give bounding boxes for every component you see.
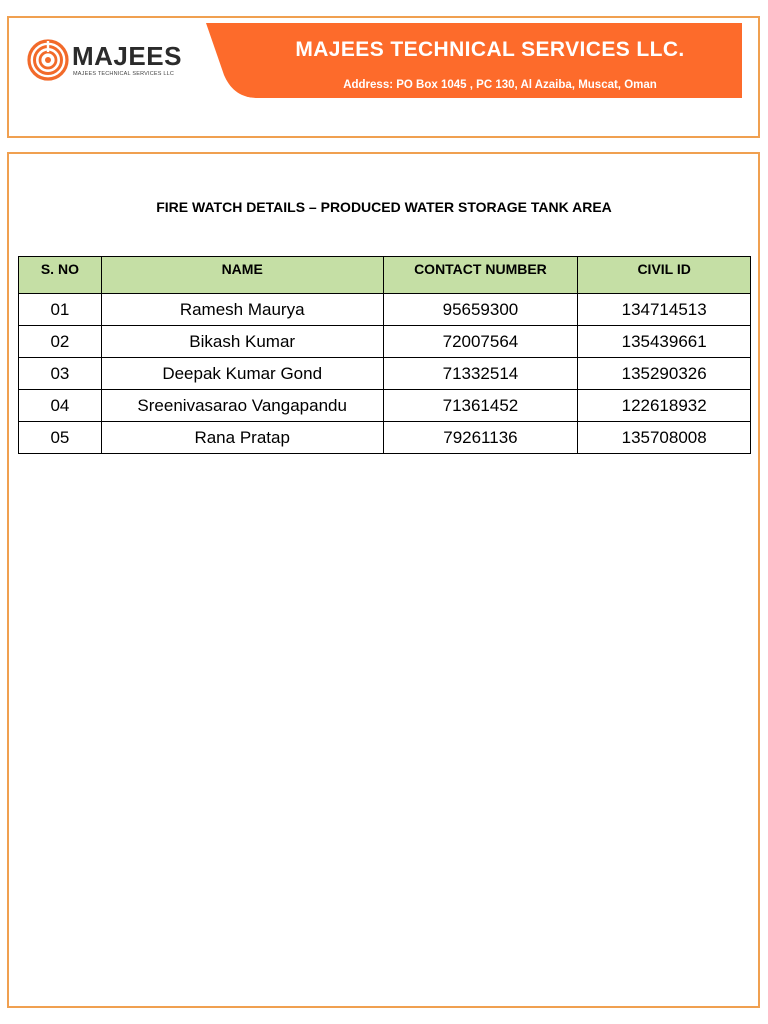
company-banner bbox=[200, 23, 742, 98]
cell-sno: 04 bbox=[19, 390, 102, 422]
column-header-contact: CONTACT NUMBER bbox=[383, 257, 578, 294]
cell-name: Sreenivasarao Vangapandu bbox=[101, 390, 383, 422]
table-header-row bbox=[19, 257, 751, 294]
cell-civil-id: 135290326 bbox=[578, 358, 751, 390]
cell-contact: 95659300 bbox=[383, 294, 578, 326]
column-header-civil-id: CIVIL ID bbox=[578, 257, 751, 294]
logo-subtitle: MAJEES TECHNICAL SERVICES LLC bbox=[73, 71, 175, 77]
column-header-name: NAME bbox=[101, 257, 383, 294]
cell-civil-id: 135708008 bbox=[578, 422, 751, 454]
logo-swirl-icon bbox=[26, 38, 70, 82]
company-address: Address: PO Box 1045 , PC 130, Al Azaiba, Muscat, Oman bbox=[343, 79, 657, 91]
cell-sno: 05 bbox=[19, 422, 102, 454]
cell-name: Rana Pratap bbox=[101, 422, 383, 454]
column-header-sno: S. NO bbox=[19, 257, 102, 294]
cell-contact: 72007564 bbox=[383, 326, 578, 358]
cell-contact: 79261136 bbox=[383, 422, 578, 454]
table-row bbox=[19, 326, 751, 358]
cell-sno: 03 bbox=[19, 358, 102, 390]
cell-civil-id: 134714513 bbox=[578, 294, 751, 326]
table-row bbox=[19, 358, 751, 390]
cell-contact: 71332514 bbox=[383, 358, 578, 390]
company-logo bbox=[26, 38, 186, 98]
logo-wordmark: MAJEES bbox=[72, 41, 182, 71]
cell-civil-id: 135439661 bbox=[578, 326, 751, 358]
document-title: FIRE WATCH DETAILS – PRODUCED WATER STORAGE TANK AREA bbox=[156, 199, 612, 215]
cell-name: Ramesh Maurya bbox=[101, 294, 383, 326]
cell-sno: 01 bbox=[19, 294, 102, 326]
cell-contact: 71361452 bbox=[383, 390, 578, 422]
company-name: MAJEES TECHNICAL SERVICES LLC. bbox=[295, 38, 685, 61]
cell-name: Deepak Kumar Gond bbox=[101, 358, 383, 390]
table-row bbox=[19, 422, 751, 454]
table-row bbox=[19, 294, 751, 326]
cell-sno: 02 bbox=[19, 326, 102, 358]
table-row bbox=[19, 390, 751, 422]
cell-name: Bikash Kumar bbox=[101, 326, 383, 358]
cell-civil-id: 122618932 bbox=[578, 390, 751, 422]
fire-watch-table bbox=[18, 256, 751, 454]
